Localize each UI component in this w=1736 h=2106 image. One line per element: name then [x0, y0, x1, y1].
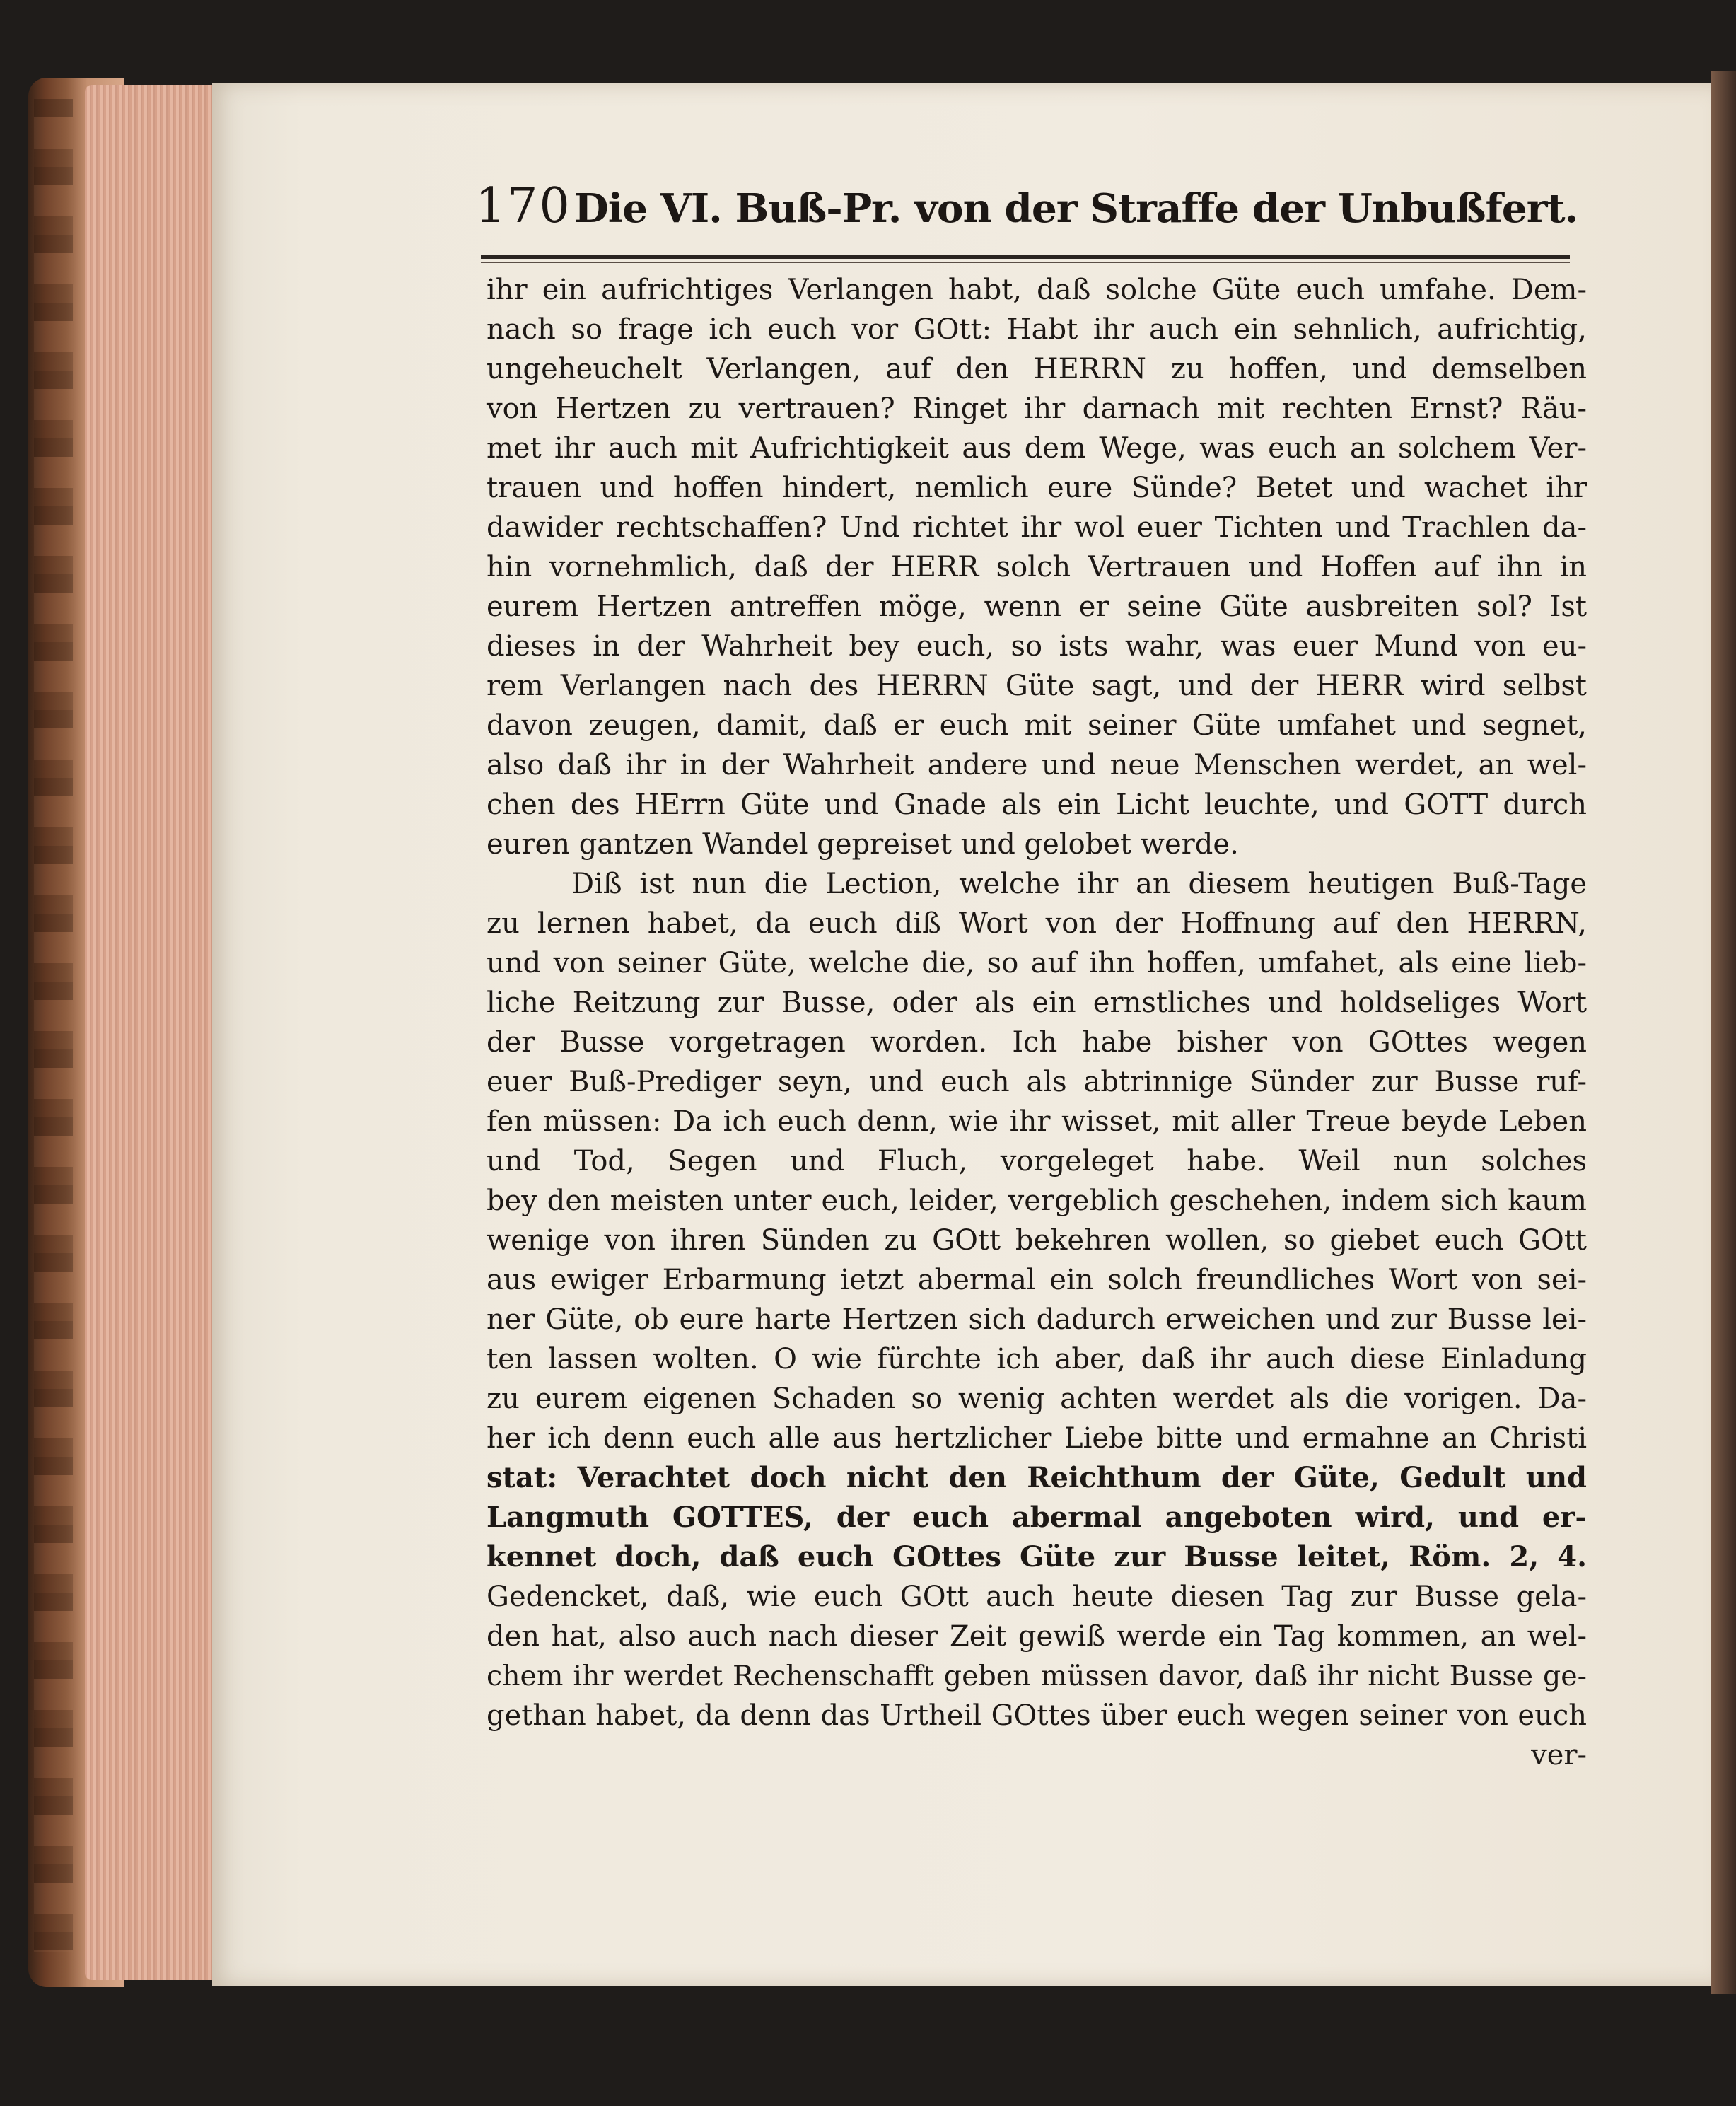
text-line: met ihr auch mit Aufrichtigkeit aus dem Wege, was euch an solchem Ver-: [487, 432, 1587, 465]
book-spine-texture: [34, 99, 73, 1952]
text-line: Gedencket, daß, wie euch GOtt auch heute diesen Tag zur Busse gela-: [487, 1581, 1587, 1613]
text-line: zu lernen habet, da euch diß Wort von der Hoffnung auf den HERRN,: [487, 907, 1587, 940]
page-block-edge: [85, 85, 219, 1980]
text-line: ihr ein aufrichtiges Verlangen habt, daß solche Güte euch umfahe. Dem-: [487, 274, 1587, 306]
emphasis-line: Langmuth GOTTES, der euch abermal angeboten wird, und er-: [487, 1501, 1587, 1534]
text-line: eurem Hertzen antreffen möge, wenn er seine Güte ausbreiten sol? Ist: [487, 591, 1587, 623]
page-header: [475, 178, 1585, 256]
text-line: dieses in der Wahrheit bey euch, so ists wahr, was euer Mund von eu-: [487, 630, 1587, 663]
text-body: [487, 270, 1587, 1775]
catchword: ver-: [1531, 1739, 1587, 1772]
text-line: von Hertzen zu vertrauen? Ringet ihr darnach mit rechten Ernst? Räu-: [487, 392, 1587, 425]
text-line: her ich denn euch alle aus hertzlicher Liebe bitte und ermahne an Christi: [487, 1422, 1587, 1455]
text-line: liche Reitzung zur Busse, oder als ein ernstliches und holdseliges Wort: [487, 987, 1587, 1019]
text-line: den hat, also auch nach dieser Zeit gewiß werde ein Tag kommen, an wel-: [487, 1620, 1587, 1653]
text-line: nach so frage ich euch vor GOtt: Habt ihr auch ein sehnlich, aufrichtig,: [487, 313, 1587, 346]
text-line: zu eurem eigenen Schaden so wenig achten werdet als die vorigen. Da-: [487, 1383, 1587, 1415]
header-rule: [481, 255, 1570, 259]
text-line: rem Verlangen nach des HERRN Güte sagt, und der HERR wird selbst: [487, 670, 1587, 702]
text-line: der Busse vorgetragen worden. Ich habe bisher von GOttes wegen: [487, 1026, 1587, 1059]
text-line: also daß ihr in der Wahrheit andere und neue Menschen werdet, an wel-: [487, 749, 1587, 781]
page-number: 170: [475, 178, 571, 234]
text-line: chem ihr werdet Rechenschafft geben müssen davor, daß ihr nicht Busse ge-: [487, 1660, 1587, 1692]
text-line: hin vornehmlich, daß der HERR solch Vertrauen und Hoffen auf ihn in: [487, 551, 1587, 583]
text-line: fen müssen: Da ich euch denn, wie ihr wisset, mit aller Treue beyde Leben: [487, 1105, 1587, 1138]
text-line: ner Güte, ob eure harte Hertzen sich dadurch erweichen und zur Busse lei-: [487, 1303, 1587, 1336]
emphasis-line: kennet doch, daß euch GOttes Güte zur Busse leitet, Röm. 2, 4.: [487, 1540, 1587, 1573]
text-line: chen des HErrn Güte und Gnade als ein Licht leuchte, und GOTT durch: [487, 789, 1587, 821]
text-line: dawider rechtschaffen? Und richtet ihr wol euer Tichten und Trachlen da-: [487, 511, 1587, 544]
text-line: trauen und hoffen hindert, nemlich eure Sünde? Betet und wachet ihr: [487, 472, 1587, 504]
emphasis-line: stat: Verachtet doch nicht den Reichthum der Güte, Gedult und: [487, 1461, 1587, 1494]
text-line: ungeheuchelt Verlangen, auf den HERRN zu hoffen, und demselben: [487, 353, 1587, 385]
running-head: Die VI. Buß-Pr. von der Straffe der Unbußfert.: [573, 185, 1578, 232]
text-line: ten lassen wolten. O wie fürchte ich aber, daß ihr auch diese Einladung: [487, 1343, 1587, 1375]
text-line: und von seiner Güte, welche die, so auf ihn hoffen, umfahet, als eine lieb-: [487, 947, 1587, 979]
text-line: gethan habet, da denn das Urtheil GOttes über euch wegen seiner von euch: [487, 1699, 1587, 1732]
paragraph-start-line: Diß ist nun die Lection, welche ihr an diesem heutigen Buß-Tage: [571, 868, 1587, 900]
text-line: davon zeugen, damit, daß er euch mit seiner Güte umfahet und segnet,: [487, 709, 1587, 742]
text-line: bey den meisten unter euch, leider, vergeblich geschehen, indem sich kaum: [487, 1185, 1587, 1217]
page-gutter: [1711, 71, 1736, 1994]
text-line: wenige von ihren Sünden zu GOtt bekehren wollen, so giebet euch GOtt: [487, 1224, 1587, 1257]
text-line: aus ewiger Erbarmung ietzt abermal ein solch freundliches Wort von sei-: [487, 1264, 1587, 1296]
header-rule-thin: [481, 262, 1570, 263]
text-line: euer Buß-Prediger seyn, und euch als abtrinnige Sünder zur Busse ruf-: [487, 1066, 1587, 1098]
text-line: euren gantzen Wandel gepreiset und gelobet werde.: [487, 828, 1239, 861]
text-line: und Tod, Segen und Fluch, vorgeleget habe. Weil nun solches: [487, 1145, 1587, 1177]
